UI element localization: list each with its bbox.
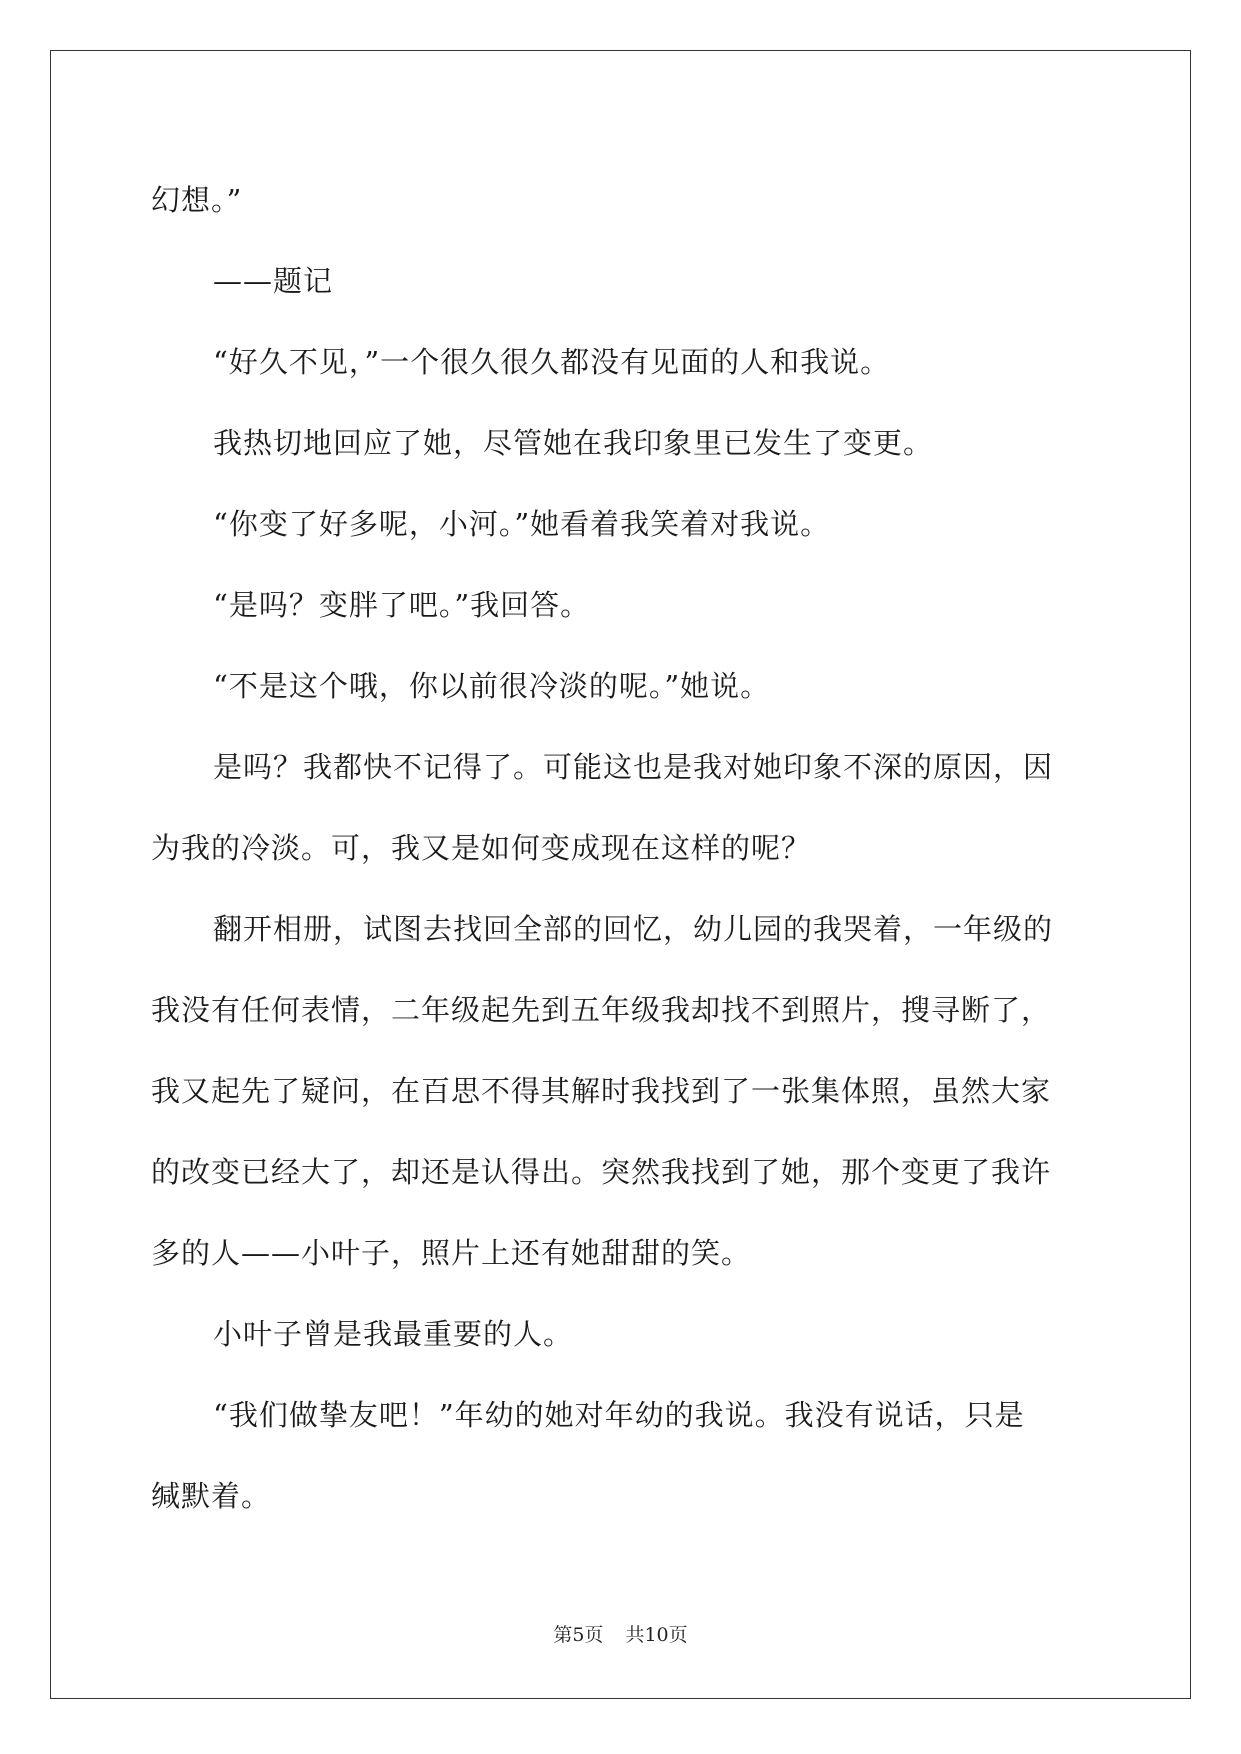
text-line: 是吗？我都快不记得了。可能这也是我对她印象不深的原因，因 xyxy=(213,750,1054,784)
text-line: “你变了好多呢，小河。”她看着我笑着对我说。 xyxy=(213,507,831,541)
text-line: 多的人——小叶子，照片上还有她甜甜的笑。 xyxy=(151,1236,752,1270)
document-body xyxy=(151,160,1091,1537)
text-line: “是吗？变胖了吧。”我回答。 xyxy=(213,588,591,622)
page-total: 共10页 xyxy=(625,1624,688,1646)
text-line: 的改变已经大了，却还是认得出。突然我找到了她，那个变更了我许 xyxy=(151,1155,1052,1189)
page-number: 第5页 xyxy=(553,1624,604,1646)
page-footer xyxy=(0,1620,1241,1647)
text-line: 我又起先了疑问，在百思不得其解时我找到了一张集体照，虽然大家 xyxy=(151,1074,1052,1108)
text-line: 为我的冷淡。可，我又是如何变成现在这样的呢？ xyxy=(151,831,812,865)
text-line: “好久不见，”一个很久很久都没有见面的人和我说。 xyxy=(213,345,891,379)
text-line: 我热切地回应了她，尽管她在我印象里已发生了变更。 xyxy=(213,426,934,460)
text-line: “不是这个哦，你以前很冷淡的呢。”她说。 xyxy=(213,669,771,703)
text-line: “我们做挚友吧！”年幼的她对年幼的我说。我没有说话，只是 xyxy=(213,1398,1025,1432)
text-line: 幻想。” xyxy=(151,183,243,217)
text-line: 翻开相册，试图去找回全部的回忆，幼儿园的我哭着，一年级的 xyxy=(213,912,1054,946)
inscription-line: ——题记 xyxy=(213,264,334,298)
text-line: 我没有任何表情，二年级起先到五年级我却找不到照片，搜寻断了， xyxy=(151,993,1052,1027)
text-line: 小叶子曾是我最重要的人。 xyxy=(213,1317,574,1351)
text-line: 缄默着。 xyxy=(151,1479,272,1513)
